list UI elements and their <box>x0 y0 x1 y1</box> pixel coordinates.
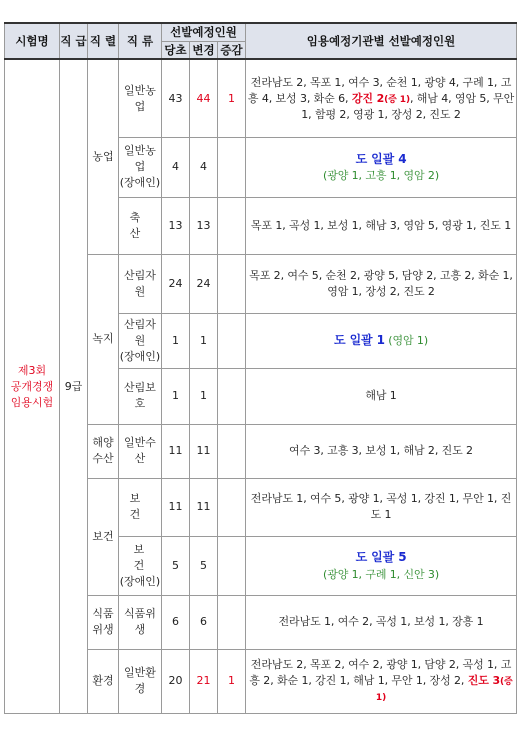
job-cell: 일반농업 <box>119 59 162 137</box>
diff-count <box>218 595 246 649</box>
series-agri: 농업 <box>88 59 119 254</box>
exam-name-cell <box>5 59 60 713</box>
diff-count <box>218 368 246 424</box>
series-health: 보건 <box>88 478 119 595</box>
original-count: 4 <box>162 137 190 197</box>
changed-count: 1 <box>190 313 218 368</box>
diff-count <box>218 424 246 478</box>
changed-count: 21 <box>190 649 218 713</box>
allocation-cell: 전라남도 2, 목포 2, 여수 2, 광양 1, 담양 2, 곡성 1, 고흥 2, 화순 1, 강진 1, 해남 1, 무안 1, 장성 2, 진도 3(증 1) <box>246 649 517 713</box>
job-cell: 산림보호 <box>119 368 162 424</box>
exam-name-line: 공개경쟁 <box>10 379 54 393</box>
diff-count <box>218 197 246 254</box>
diff-count: 1 <box>218 649 246 713</box>
original-count: 24 <box>162 254 190 313</box>
changed-count: 5 <box>190 536 218 595</box>
header-changed: 변경 <box>190 41 218 59</box>
series-env: 환경 <box>88 649 119 713</box>
original-count: 1 <box>162 368 190 424</box>
exam-name-line: 제3회 <box>17 363 47 377</box>
original-count: 13 <box>162 197 190 254</box>
allocation-cell: 도 일괄 1 (영암 1) <box>246 313 517 368</box>
original-count: 11 <box>162 478 190 536</box>
job-cell: 보 건 (장애인) <box>119 536 162 595</box>
original-count: 5 <box>162 536 190 595</box>
original-count: 1 <box>162 313 190 368</box>
allocation-cell: 목포 2, 여수 5, 순천 2, 광양 5, 담양 2, 고흥 2, 화순 1, 영암 1, 장성 2, 진도 2 <box>246 254 517 313</box>
diff-count <box>218 254 246 313</box>
job-cell: 산림자원 <box>119 254 162 313</box>
series-ocean: 해양 수산 <box>88 424 119 478</box>
allocation-cell: 전라남도 1, 여수 2, 곡성 1, 보성 1, 장흥 1 <box>246 595 517 649</box>
diff-count <box>218 536 246 595</box>
header-series: 직 렬 <box>88 23 119 59</box>
exam-name-line: 임용시험 <box>10 395 54 409</box>
recruitment-table <box>4 22 517 714</box>
grade-cell: 9급 <box>60 59 88 713</box>
job-cell: 일반환경 <box>119 649 162 713</box>
header-original: 당초 <box>162 41 190 59</box>
diff-count: 1 <box>218 59 246 137</box>
diff-count <box>218 313 246 368</box>
header-exam: 시험명 <box>5 23 60 59</box>
job-cell: 보 건 <box>119 478 162 536</box>
diff-count <box>218 137 246 197</box>
allocation-cell: 전라남도 1, 여수 5, 광양 1, 곡성 1, 강진 1, 무안 1, 진도 1 <box>246 478 517 536</box>
changed-count: 11 <box>190 478 218 536</box>
header-diff: 증감 <box>218 41 246 59</box>
changed-count: 4 <box>190 137 218 197</box>
original-count: 20 <box>162 649 190 713</box>
header-grade: 직 급 <box>60 23 88 59</box>
changed-count: 44 <box>190 59 218 137</box>
job-cell: 산림자원 (장애인) <box>119 313 162 368</box>
series-food: 식품 위생 <box>88 595 119 649</box>
job-cell: 식품위생 <box>119 595 162 649</box>
header-quota: 선발예정인원 <box>162 23 246 41</box>
header-job: 직 류 <box>119 23 162 59</box>
original-count: 6 <box>162 595 190 649</box>
allocation-cell: 해남 1 <box>246 368 517 424</box>
table-row <box>5 59 517 137</box>
changed-count: 6 <box>190 595 218 649</box>
job-cell: 일반농업 (장애인) <box>119 137 162 197</box>
allocation-cell: 여수 3, 고흥 3, 보성 1, 해남 2, 진도 2 <box>246 424 517 478</box>
original-count: 11 <box>162 424 190 478</box>
allocation-cell: 도 일괄 5 (광양 1, 구례 1, 신안 3) <box>246 536 517 595</box>
job-cell: 일반수산 <box>119 424 162 478</box>
header-allocation: 임용예정기관별 선발예정인원 <box>246 23 517 59</box>
allocation-cell: 도 일괄 4 (광양 1, 고흥 1, 영암 2) <box>246 137 517 197</box>
changed-count: 11 <box>190 424 218 478</box>
changed-count: 13 <box>190 197 218 254</box>
diff-count <box>218 478 246 536</box>
series-forest: 녹지 <box>88 254 119 424</box>
allocation-cell: 목포 1, 곡성 1, 보성 1, 해남 3, 영암 5, 영광 1, 진도 1 <box>246 197 517 254</box>
changed-count: 24 <box>190 254 218 313</box>
original-count: 43 <box>162 59 190 137</box>
job-cell: 축 산 <box>119 197 162 254</box>
changed-count: 1 <box>190 368 218 424</box>
allocation-cell: 전라남도 2, 목포 1, 여수 3, 순천 1, 광양 4, 구례 1, 고흥 4, 보성 3, 화순 6, 강진 2(증 1), 해남 4, 영암 5, 무안 1, 함평 2, 영광 1, 장성 2, 진도 2 <box>246 59 517 137</box>
